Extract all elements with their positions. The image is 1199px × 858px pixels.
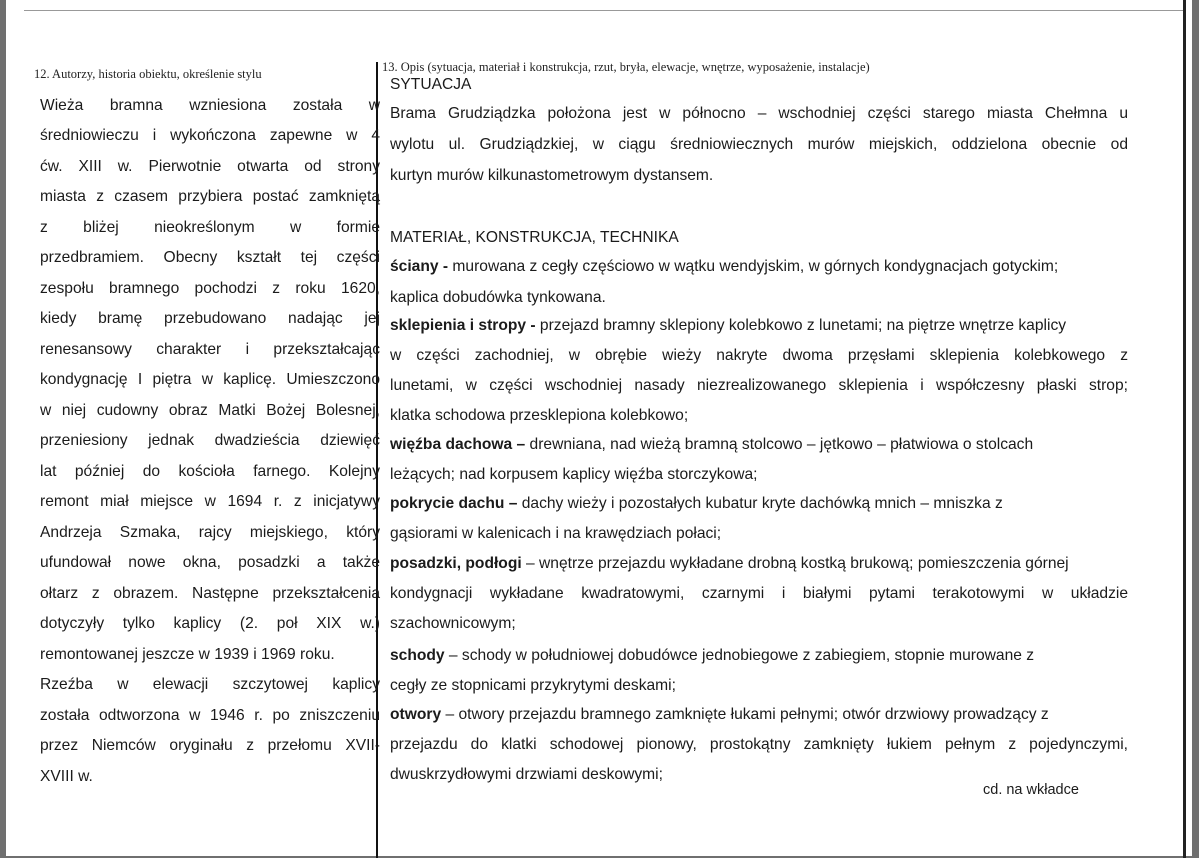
section-12-header: 12. Autorzy, historia obiektu, określenie stylu <box>34 67 262 81</box>
schody-line <box>390 647 1128 665</box>
wiezba-line <box>390 436 1128 454</box>
otwory-text: – otwory przejazdu bramnego zamknięte łukami pełnymi; otwór drzwiowy prowadzący z <box>441 706 1049 723</box>
history-line: lat później do kościoła farnego. Kolejny <box>40 463 380 480</box>
sklepienia-term: sklepienia i stropy - <box>390 317 536 334</box>
sklepienia-line: w części zachodniej, w obrębie wieży nakryte dwoma przęsłami sklepienia kolebkowego z <box>390 347 1128 364</box>
history-line: przez Niemców oryginału z przełomu XVII- <box>40 737 380 754</box>
otwory-term: otwory <box>390 706 442 723</box>
posadzki-text: – wnętrze przejazdu wykładane drobną kostką brukową; pomieszczenia górnej <box>521 555 1069 572</box>
history-line: przeniesiony jednak dwadzieścia dziewięć <box>40 432 380 449</box>
posadzki-term: posadzki, podłogi <box>390 555 522 572</box>
section-13-header: 13. Opis (sytuacja, materiał i konstrukcja, rzut, bryła, elewacje, wnętrze, wyposażenie, instalacje) <box>382 60 870 74</box>
sytuacja-line: Brama Grudziądzka położona jest w północno – wschodniej części starego miasta Chełmna u <box>390 105 1128 122</box>
wiezba-text: drewniana, nad wieżą bramną stolcowo – jętkowo – płatwiowa o stolcach <box>525 436 1034 453</box>
history-line: Andrzeja Szmaka, rajcy miejskiego, który <box>40 524 380 541</box>
pokrycie-line: gąsiorami w kalenicach i na krawędziach połaci; <box>390 525 722 542</box>
history-line: renesansowy charakter i przekształcając <box>40 341 380 358</box>
wiezba-line: leżących; nad korpusem kaplicy więźba storczykowa; <box>390 466 758 483</box>
schody-term: schody <box>390 647 445 664</box>
history-line: Wieża bramna wzniesiona została w <box>40 97 380 114</box>
history-line: miasta z czasem przybiera postać zamkniętą <box>40 188 380 205</box>
top-border-line <box>24 10 1186 11</box>
continued-note: cd. na wkładce <box>983 782 1079 798</box>
wiezba-term: więźba dachowa – <box>390 436 526 453</box>
otwory-line: dwuskrzydłowymi drzwiami deskowymi; <box>390 766 663 783</box>
history-line: średniowieczu i wykończona zapewne w 4 <box>40 127 380 144</box>
posadzki-line <box>390 555 1128 573</box>
schody-text: – schody w południowej dobudówce jednobiegowe z zabiegiem, stopnie murowane z <box>444 647 1035 664</box>
posadzki-line: szachownicowym; <box>390 615 516 632</box>
material-heading: MATERIAŁ, KONSTRUKCJA, TECHNIKA <box>390 229 679 246</box>
history-line: kondygnację I piętra w kaplicę. Umieszczono <box>40 371 380 388</box>
history-line: ćw. XIII w. Pierwotnie otwarta od strony <box>40 158 380 175</box>
sciany-line: kaplica dobudówka tynkowana. <box>390 289 606 306</box>
sytuacja-line: wylotu ul. Grudziądzkiej, w ciągu średniowiecznych murów miejskich, oddzielona obecnie od <box>390 136 1128 153</box>
sytuacja-line: kurtyn murów kilkunastometrowym dystansem. <box>390 167 714 184</box>
sciany-text: murowana z cegły częściowo w wątku wendyjskim, w górnych kondygnacjach gotyckim; <box>448 258 1059 275</box>
pokrycie-line <box>390 495 1128 513</box>
history-line: w niej cudowny obraz Matki Bożej Bolesnej, <box>40 402 380 419</box>
history-line: dotyczyły tylko kaplicy (2. poł XIX w.) <box>40 615 380 632</box>
history-line: została odtworzona w 1946 r. po zniszczeniu <box>40 707 380 724</box>
otwory-line: przejazdu do klatki schodowej pionowy, prostokątny zamknięty łukiem pełnym z pojedynczymi, <box>390 736 1128 753</box>
history-line: przedbramiem. Obecny kształt tej części <box>40 249 380 266</box>
history-line: XVIII w. <box>40 768 93 785</box>
history-line: z bliżej nieokreślonym w formie <box>40 219 380 236</box>
sklepienia-line: lunetami, w części wschodniej nasady niezrealizowanego sklepienia i współczesny płaski strop; <box>390 377 1128 394</box>
history-line: Rzeźba w elewacji szczytowej kaplicy <box>40 676 380 693</box>
sklepienia-line: klatka schodowa przesklepiona kolebkowo; <box>390 407 689 424</box>
document-page <box>6 0 1192 856</box>
pokrycie-term: pokrycie dachu – <box>390 495 518 512</box>
history-line: ołtarz z obrazem. Następne przekształcenia <box>40 585 380 602</box>
otwory-line <box>390 706 1128 724</box>
sklepienia-line <box>390 317 1128 335</box>
sciany-term: ściany - <box>390 258 449 275</box>
history-line: kiedy bramę przebudowano nadając jej <box>40 310 380 327</box>
pokrycie-text: dachy wieży i pozostałych kubatur kryte dachówką mnich – mniszka z <box>517 495 1003 512</box>
sklepienia-text: przejazd bramny sklepiony kolebkowo z lunetami; na piętrze wnętrze kaplicy <box>535 317 1067 334</box>
sciany-line <box>390 258 1128 276</box>
history-line: ufundował nowe okna, posadzki a także <box>40 554 380 571</box>
history-line: remontowanej jeszcze w 1939 i 1969 roku. <box>40 646 335 663</box>
sytuacja-heading: SYTUACJA <box>390 76 472 93</box>
posadzki-line: kondygnacji wykładane kwadratowymi, czarnymi i białymi pytami terakotowymi w układzie <box>390 585 1128 602</box>
history-line: zespołu bramnego pochodzi z roku 1620, <box>40 280 380 297</box>
history-line: remont miał miejsce w 1694 r. z inicjatywy <box>40 493 380 510</box>
schody-line: cegły ze stopnicami przykrytymi deskami; <box>390 677 676 694</box>
right-border-line <box>1183 0 1186 858</box>
